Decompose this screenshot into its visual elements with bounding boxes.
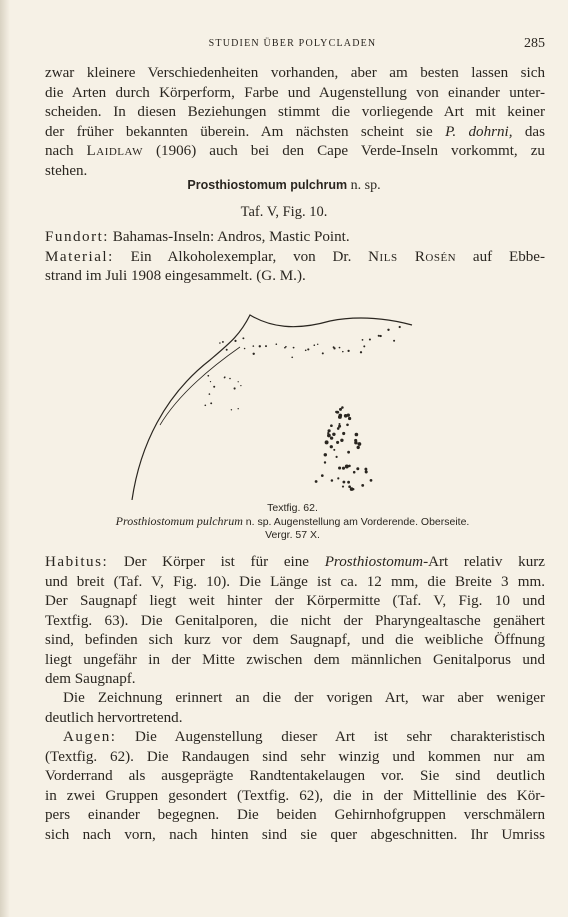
eye-spot [321, 474, 324, 477]
eye-spot [293, 347, 295, 349]
eye-spot [317, 344, 318, 345]
eye-spot [276, 343, 278, 345]
eye-spot [242, 337, 244, 339]
collector-name: Nils Rosén [368, 248, 457, 265]
text-line: Der Saugnapf liegt weit hinter der Körpermitte (Taf. V, Fig. 10 und [45, 593, 545, 609]
eye-spot [346, 423, 349, 426]
eye-spot [362, 339, 364, 341]
eye-spot [357, 446, 360, 449]
eye-spot [213, 386, 215, 388]
eye-spot [355, 433, 359, 437]
eye-spot [352, 488, 354, 490]
text-line: strand im Juli 1908 eingesammelt. (G. M.). [45, 268, 306, 284]
text-line: Vorderrand als ausgeprägte Randtentakelaugen vor. Sie sind deutlich [45, 768, 545, 784]
eye-spot [348, 485, 351, 488]
figure-caption [40, 502, 545, 541]
eye-spot [313, 344, 315, 346]
eye-spot [324, 461, 326, 463]
eye-spot [387, 329, 389, 331]
eye-spot [342, 432, 345, 435]
eye-spot [342, 486, 344, 488]
eye-spot [338, 415, 342, 419]
eye-spot [204, 404, 206, 406]
text-line: sind, befinden sich kurz vor dem Saugnapf, und die weibliche Öffnung [45, 632, 545, 648]
eye-spots [204, 326, 400, 491]
eye-spot [353, 471, 356, 474]
eye-spot [338, 466, 341, 469]
eye-spot [347, 451, 350, 454]
eye-spot [238, 381, 239, 382]
eye-spot [244, 348, 246, 350]
eye-spot [337, 427, 340, 430]
species-suffix: n. sp. [350, 178, 381, 193]
eye-spot [222, 341, 224, 343]
text-line: scheiden. In diesen Beziehungen stimmt die vorliegende Art mit keiner [45, 104, 545, 120]
caption-species: Prosthiostomum pulchrum [115, 514, 243, 528]
text-line: die Arten durch Körperform, Farbe und Augenstellung von einander unter- [45, 84, 545, 101]
eye-spot [327, 432, 329, 434]
eye-spot [285, 346, 287, 348]
eye-spot [378, 335, 380, 337]
eye-spot [342, 481, 345, 484]
species-reference: P. dohrni, [445, 123, 513, 140]
habitus-label: Habitus: [45, 554, 109, 570]
eye-spot [347, 350, 349, 352]
eye-spot [253, 345, 255, 347]
eye-spot [337, 477, 339, 479]
caption-text: Prosthiostomum pulchrum n. sp. Augenstellung am Vorderende. Oberseite. [115, 514, 470, 528]
text-line: pers einander begegnen. Die beiden Gehirnhofgruppen verschmälern [45, 807, 545, 823]
text-line: liegt ungefähr in der Mitte zwischen dem männlichen Genitalporus und [45, 651, 545, 668]
eye-spot [333, 347, 335, 349]
eye-spot [369, 338, 371, 340]
text-line: sich nach vorn, nach hinten sind sie quer abgeschnitten. Ihr Umriss [45, 826, 545, 843]
eye-spot [330, 445, 333, 448]
eye-spot [330, 424, 333, 427]
eye-spot [209, 393, 211, 395]
body-outline [132, 315, 412, 500]
eye-spot [332, 433, 335, 436]
eye-spot [364, 468, 367, 471]
eye-spot [379, 335, 381, 337]
eye-spot [333, 449, 335, 451]
text-line: (Textfig. 62). Die Randaugen sind sehr winzig und kommen nur am [45, 748, 545, 765]
eye-spot [361, 484, 364, 487]
eye-spot [363, 345, 365, 347]
eye-spot [265, 345, 267, 347]
eye-arrangement-figure [120, 305, 420, 500]
figure-number: Textfig. 62. [267, 502, 318, 514]
eye-spot [358, 442, 362, 446]
eye-spot [234, 387, 236, 389]
eye-spot [224, 377, 226, 379]
eye-spot [259, 345, 261, 347]
eye-spot [324, 453, 327, 456]
eye-spot [210, 402, 212, 404]
eye-spot [240, 385, 241, 386]
eye-spot [226, 349, 228, 351]
eye-spot [325, 440, 329, 444]
text-line: zwar kleinere Verschiedenheiten vorhanden, aber am besten lassen sich [45, 65, 545, 81]
eye-spot [327, 434, 331, 438]
eye-spot [342, 351, 344, 353]
text-line: Material: Ein Alkoholexemplar, von Dr. Nils Rosén auf Ebbe- [45, 248, 546, 265]
body-outline-inner [160, 347, 240, 425]
eye-spot [307, 348, 309, 350]
drawing-paragraph [45, 689, 545, 728]
eye-spot [229, 378, 231, 380]
intro-paragraph [45, 64, 545, 181]
eye-spot [341, 406, 344, 409]
eye-spot [342, 467, 345, 470]
material-label: Material: [45, 248, 114, 265]
text-line: Habitus: Der Körper ist für eine Prosthiostomum-Art relativ kurz [45, 554, 545, 570]
species-heading [0, 178, 568, 194]
text-line: Die Zeichnung erinnert an die der vorigen Art, war aber weniger [63, 690, 545, 706]
text-line: Textfig. 63). Die Genitalporen, die nicht der Pharyngealtasche genähert [45, 612, 545, 629]
running-head [40, 38, 545, 54]
eye-spot [337, 411, 339, 413]
eye-spot [345, 465, 349, 469]
eye-spot [234, 340, 236, 342]
eye-spot [347, 481, 350, 484]
text-line: Augen: Die Augenstellung dieser Art ist sehr charakteristisch [63, 729, 545, 745]
text-line: nach Laidlaw (1906) auch bei den Cape Verde-Inseln vorkommt, zu [45, 143, 545, 159]
eyes-paragraph [45, 728, 545, 845]
eye-spot [336, 456, 338, 458]
page-number: 285 [524, 36, 545, 51]
eye-spot [360, 351, 362, 353]
eye-spot [219, 342, 221, 344]
plate-reference: Taf. V, Fig. 10. [240, 204, 328, 220]
augen-label: Augen: [63, 729, 117, 745]
eye-spot [370, 479, 373, 482]
author-name: Laidlaw [86, 143, 143, 159]
text-line: in zwei Gruppen gesondert (Textfig. 62), die in der Mittellinie des Kör- [45, 787, 545, 804]
text-line: stehen. [45, 162, 88, 179]
eye-spot [207, 375, 209, 377]
eye-spot [393, 340, 395, 342]
habitus-paragraph [45, 553, 545, 690]
eye-spot [340, 439, 343, 442]
eye-spot [291, 356, 293, 358]
eye-spot [344, 414, 348, 418]
eye-spot [330, 436, 333, 439]
eye-spot [210, 381, 211, 382]
text-line: dem Saugnapf. [45, 671, 136, 687]
eye-spot [348, 417, 351, 420]
eye-spot [305, 349, 307, 351]
eye-spot [339, 347, 341, 349]
eye-spot [328, 429, 331, 432]
eye-spot [315, 480, 318, 483]
page-edge-shadow [0, 0, 10, 917]
eye-spot [354, 439, 357, 442]
text-line: und breit (Taf. V, Fig. 10). Die Länge ist ca. 12 mm, die Breite 3 mm. [45, 573, 545, 590]
eye-spot [356, 467, 359, 470]
eye-spot [338, 423, 340, 425]
eye-spot [336, 441, 339, 444]
text-line: der früher bekannten überein. Am nächsten scheint sie P. dohrni, das [45, 123, 545, 140]
eye-spot [238, 408, 239, 409]
eye-spot [231, 409, 232, 410]
eye-spot [399, 326, 401, 328]
text-line: Fundort: Bahamas-Inseln: Andros, Mastic Point. [45, 229, 350, 245]
eye-spot [331, 479, 334, 482]
magnification: Vergr. 57 X. [265, 529, 320, 541]
text-line: deutlich hervortretend. [45, 709, 183, 726]
fundort-label: Fundort: [45, 229, 109, 245]
running-head-title: STUDIEN ÜBER POLYCLADEN [208, 38, 377, 49]
locality-paragraph [45, 228, 545, 287]
eye-spot [365, 470, 368, 473]
species-name: Prosthiostomum pulchrum [187, 178, 348, 192]
eye-spot [253, 353, 255, 355]
eye-spot [322, 352, 324, 354]
